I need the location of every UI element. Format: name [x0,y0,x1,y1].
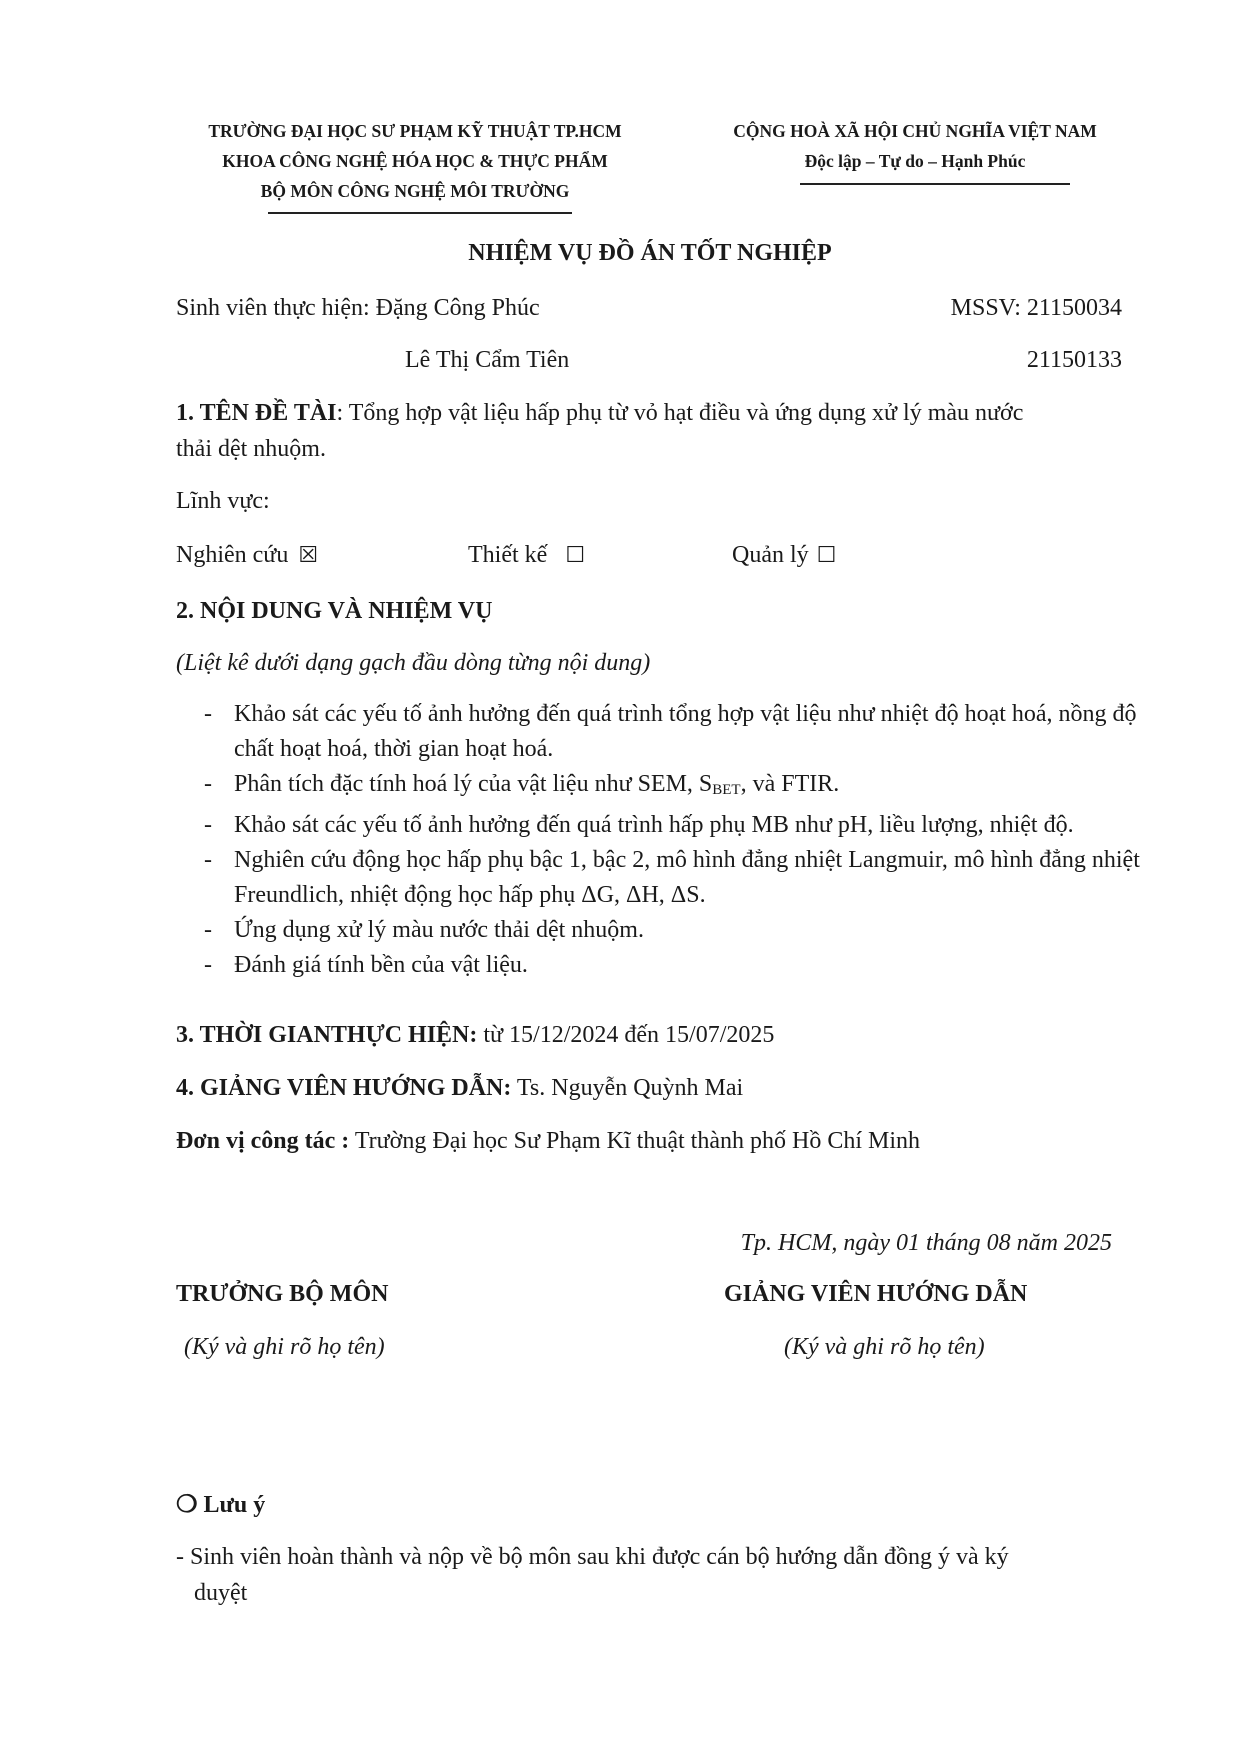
list-item: - Nghiên cứu động học hấp phụ bậc 1, bậc 2, mô hình đẳng nhiệt Langmuir, mô hình đẳng nhiệt Freundlich, nhiệt động học hấp phụ ΔG, ΔH, ΔS. [204,843,1144,913]
supervisor-row [176,1071,743,1105]
workplace-label: Đơn vị công tác : [176,1128,350,1154]
faculty-name: KHOA CÔNG NGHỆ HÓA HỌC & THỰC PHẨM [222,151,608,171]
checkbox-empty-icon: ☐ [816,542,837,567]
right-signature-title: GIẢNG VIÊN HƯỚNG DẪN [724,1281,1028,1307]
content-note: (Liệt kê dưới dạng gạch đầu dòng từng nội dung) [176,650,651,676]
topic-text-2: thải dệt nhuộm. [176,436,326,462]
motto: Độc lập – Tự do – Hạnh Phúc [804,151,1026,171]
circle-bullet-icon: ❍ [176,1492,198,1518]
list-item: - Đánh giá tính bền của vật liệu. [204,948,1144,983]
field-option-design-label: Thiết kế [468,542,548,568]
students-label: Sinh viên thực hiện: [176,295,370,321]
list-dash: - [204,847,212,873]
notes-line-1 [176,1540,1009,1574]
department-name: BỘ MÔN CÔNG NGHỆ MÔI TRƯỜNG [260,181,570,201]
university-header-rule [268,212,572,214]
student-name-2: Lê Thị Cẩm Tiên [405,347,570,373]
timeline-value: từ 15/12/2024 đến 15/07/2025 [477,1022,775,1048]
notes-title: Lưu ý [203,1492,266,1518]
document-title: NHIỆM VỤ ĐỒ ÁN TỐT NGHIỆP [468,240,832,266]
date-line: Tp. HCM, ngày 01 tháng 08 năm 2025 [740,1230,1112,1256]
list-dash: - [176,1544,184,1570]
list-dash: - [204,952,212,978]
list-dash: - [204,812,212,838]
checkbox-empty-icon: ☐ [565,542,586,567]
university-name: TRƯỜNG ĐẠI HỌC SƯ PHẠM KỸ THUẬT TP.HCM [208,121,622,141]
checkbox-checked-icon: ☒ [298,542,319,567]
left-signature-title: TRƯỞNG BỘ MÔN [176,1281,389,1307]
field-option-management-label: Quản lý [732,542,809,568]
list-item: - Khảo sát các yếu tố ảnh hưởng đến quá trình tổng hợp vật liệu như nhiệt độ hoạt hoá, nồng độ chất hoạt hoá, thời gian hoạt hoá. [204,697,1144,767]
right-signature-note: (Ký và ghi rõ họ tên) [784,1334,985,1360]
student-id-2: 21150133 [1026,347,1122,373]
student-id-1: MSSV: 21150034 [950,295,1122,321]
topic-line-1 [176,396,1023,430]
notes-text-1: Sinh viên hoàn thành và nộp về bộ môn sau khi được cán bộ hướng dẫn đồng ý và ký [190,1544,1009,1570]
timeline-label: 3. THỜI GIANTHỰC HIỆN: [176,1022,478,1048]
field-label: Lĩnh vực: [176,488,270,514]
list-dash: - [204,917,212,943]
supervisor-label: 4. GIẢNG VIÊN HƯỚNG DẪN: [176,1075,512,1101]
topic-text-1: : Tổng hợp vật liệu hấp phụ từ vỏ hạt điều và ứng dụng xử lý màu nước [336,400,1024,426]
notes-text-2: duyệt [194,1580,248,1606]
field-option-research [176,538,318,572]
supervisor-value: Ts. Nguyễn Quỳnh Mai [511,1075,744,1101]
field-option-design [468,538,585,572]
content-heading: 2. NỘI DUNG VÀ NHIỆM VỤ [176,598,493,624]
list-dash: - [204,701,212,727]
timeline-row [176,1018,774,1052]
workplace-value: Trường Đại học Sư Phạm Kĩ thuật thành phố Hồ Chí Minh [349,1128,921,1154]
country-name: CỘNG HOÀ XÃ HỘI CHỦ NGHĨA VIỆT NAM [733,121,1097,141]
left-signature-note: (Ký và ghi rõ họ tên) [184,1334,385,1360]
national-header-rule [800,183,1070,185]
student-name-1: Đặng Công Phúc [375,295,540,321]
list-item: - Khảo sát các yếu tố ảnh hưởng đến quá trình hấp phụ MB như pH, liều lượng, nhiệt độ. [204,808,1144,843]
field-option-management [732,538,836,572]
university-header [170,116,660,206]
list-dash: - [204,771,212,797]
students-row-1 [176,291,540,325]
list-item: - Phân tích đặc tính hoá lý của vật liệu như SEM, $S_{BET}$, và FTIR. [204,767,1144,808]
field-option-research-label: Nghiên cứu [176,542,289,568]
task-list [204,697,1144,983]
list-item: - Ứng dụng xử lý màu nước thải dệt nhuộm. [204,913,1144,948]
national-header [700,116,1130,176]
workplace-row [176,1124,920,1158]
notes-heading [176,1488,265,1522]
topic-label: 1. TÊN ĐỀ TÀI [176,400,337,426]
